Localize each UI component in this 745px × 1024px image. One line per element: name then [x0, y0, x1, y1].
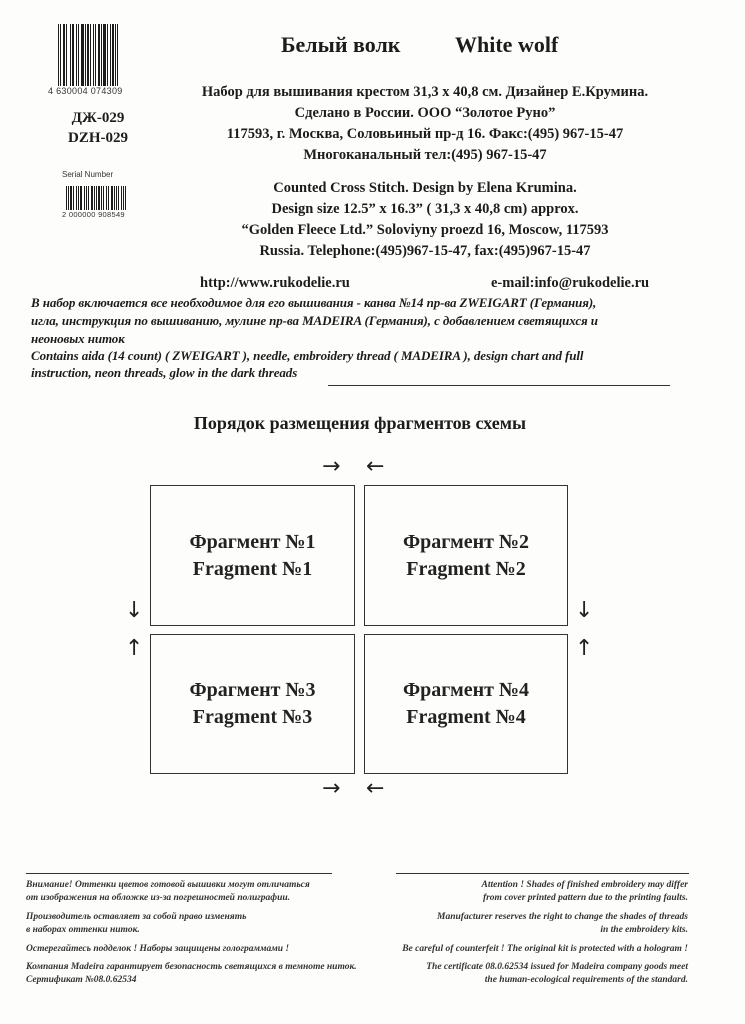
arrow-down-icon: ↓	[125, 598, 144, 623]
footer-notes-en	[380, 879, 688, 987]
fragment-label-ru: Фрагмент №1	[189, 530, 316, 553]
footer-ru-line: Сертификат №08.0.62534	[26, 975, 137, 985]
product-code-ru: ДЖ-029	[71, 110, 125, 126]
footer-en-line: The certificate 08.0.62534 issued for Madeira company goods meet	[426, 962, 688, 972]
email-address[interactable]: e-mail:info@rukodelie.ru	[491, 275, 650, 291]
footer-ru-line: в наборах оттенки ниток.	[26, 925, 140, 935]
contents-en	[31, 347, 721, 381]
barcode-bar	[125, 186, 126, 210]
fragment-label-ru: Фрагмент №4	[402, 679, 530, 701]
footer-en-line: Manufacturer reserves the right to change the shades of threads	[437, 912, 688, 922]
product-barcode-digits: 4 630004 074309	[48, 86, 123, 96]
website-url[interactable]: http://www.rukodelie.ru	[200, 275, 350, 291]
footer-ru-line: Производитель оставляет за собой право изменять	[26, 912, 247, 922]
info-ru-line: Многоканальный тел:(495) 967-15-47	[303, 147, 547, 163]
arrow-up-icon: ↑	[575, 636, 594, 661]
arrow-down-icon: ↓	[575, 598, 594, 623]
footer-en-line: from cover printed pattern due to the printing faults.	[482, 893, 688, 903]
info-en-line: Design size 12.5” x 16.3” ( 31,3 x 40,8 cm) approx.	[271, 201, 579, 217]
barcode-bar	[117, 24, 118, 86]
info-ru-line: Набор для вышивания крестом 31,3 х 40,8 см. Дизайнер Е.Крумина.	[201, 84, 649, 100]
info-en-line: Counted Cross Stitch. Design by Elena Krumina.	[273, 180, 577, 196]
fragment-1	[150, 485, 355, 626]
section-divider	[328, 385, 670, 386]
contents-ru-line: В набор включается все необходимое для его вышивания - канва №14 пр-ва ZWEIGART (Германия),	[31, 295, 597, 310]
fragment-label-ru: Фрагмент №3	[189, 679, 316, 701]
arrow-up-icon: ↑	[125, 636, 144, 661]
info-ru-line: Сделано в России. ООО “Золотое Руно”	[294, 105, 556, 121]
fragment-label-en: Fragment №2	[406, 557, 526, 580]
product-barcode	[58, 24, 124, 86]
arrow-right-icon: →	[322, 454, 341, 479]
fragment-2	[364, 485, 568, 626]
footer-divider-left	[26, 873, 332, 874]
layout-heading: Порядок размещения фрагментов схемы	[193, 413, 527, 433]
contents-ru-line: игла, инструкция по вышиванию, мулине пр-ва MADEIRA (Германия), с добавлением светящихся и	[31, 313, 598, 328]
footer-en-line: the human-ecological requirements of the standard.	[484, 975, 688, 985]
fragment-label-ru: Фрагмент №2	[402, 530, 530, 553]
arrow-left-icon: ←	[366, 454, 385, 479]
footer-notes-ru	[26, 879, 386, 987]
arrow-right-icon: →	[322, 776, 341, 801]
footer-en-line: in the embroidery kits.	[600, 925, 688, 935]
info-ru	[160, 82, 690, 166]
contents-ru	[31, 294, 721, 348]
arrow-left-icon: ←	[366, 776, 385, 801]
fragment-label-en: Fragment №4	[406, 706, 526, 728]
fragment-label-en: Fragment №1	[192, 557, 313, 580]
info-en	[175, 178, 675, 262]
info-en-line: Russia. Telephone:(495)967-15-47, fax:(495)967-15-47	[259, 243, 591, 259]
fragment-3	[150, 634, 355, 774]
serial-barcode	[66, 186, 152, 210]
title-en: White wolf	[455, 32, 559, 57]
footer-ru-line: от изображения на обложке из-за погрешностей полиграфии.	[26, 893, 291, 903]
contents-ru-line: неоновых ниток	[31, 331, 125, 346]
footer-en-line: Be careful of counterfeit ! The original kit is protected with a hologram !	[402, 944, 688, 954]
info-ru-line: 117593, г. Москва, Соловьиный пр-д 16. Факс:(495) 967-15-47	[226, 126, 624, 142]
product-code-en: DZH-029	[68, 130, 128, 146]
info-en-line: “Golden Fleece Ltd.” Soloviyny proezd 16, Moscow, 117593	[241, 222, 609, 238]
serial-barcode-digits: 2 000000 908549	[62, 210, 125, 219]
contents-en-line: Contains aida (14 count) ( ZWEIGART ), needle, embroidery thread ( MADEIRA ), design chart and full	[31, 348, 584, 363]
title-ru: Белый волк	[281, 32, 401, 57]
footer-en-line: Attention ! Shades of finished embroidery may differ	[481, 880, 688, 890]
fragment-4	[364, 634, 568, 774]
footer-divider-right	[396, 873, 689, 874]
footer-ru-line: Остерегайтесь подделок ! Наборы защищены голограммами !	[26, 944, 290, 954]
fragment-label-en: Fragment №3	[192, 706, 313, 728]
serial-label: Serial Number	[62, 170, 114, 179]
contents-en-line: instruction, neon threads, glow in the dark threads	[31, 365, 298, 380]
footer-ru-line: Внимание! Оттенки цветов готовой вышивки могут отличаться	[26, 880, 310, 890]
footer-ru-line: Компания Madeira гарантирует безопасность светящихся в темноте ниток.	[26, 962, 357, 972]
